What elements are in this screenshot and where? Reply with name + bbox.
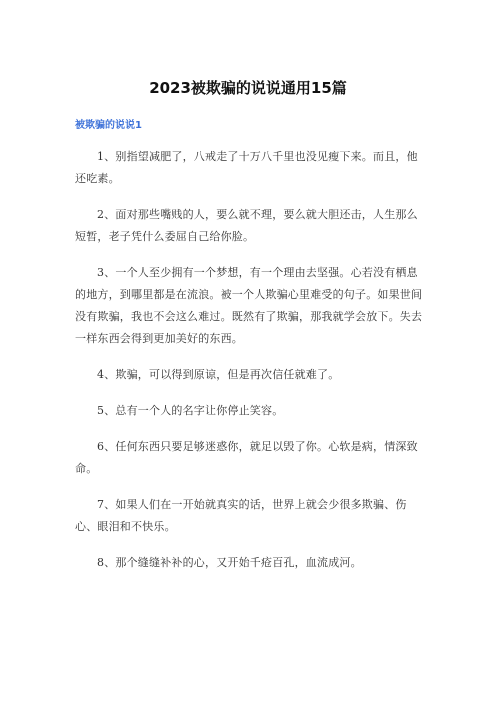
paragraph-6: 6、任何东西只要足够迷惑你，就足以毁了你。心软是病，情深致命。 [75, 440, 418, 475]
section-heading: 被欺骗的说说1 [75, 120, 142, 131]
paragraph-4: 4、欺骗，可以得到原谅，但是再次信任就难了。 [97, 368, 340, 381]
paragraph-5: 5、总有一个人的名字让你停止笑容。 [97, 404, 284, 417]
paragraph-7: 7、如果人们在一开始就真实的话，世界上就会少很多欺骗、伤心、眼泪和不快乐。 [75, 498, 407, 533]
paragraph-2: 2、面对那些嘴贱的人，要么就不理，要么就大胆还击，人生那么短暂，老子凭什么委屈自己给你脸。 [75, 208, 418, 243]
document-body [75, 146, 427, 588]
paragraph-8: 8、那个缝缝补补的心，又开始千疮百孔，血流成河。 [97, 556, 362, 569]
paragraph-3: 3、一个人至少拥有一个梦想，有一个理由去坚强。心若没有栖息的地方，到哪里都是在流浪。被一个人欺骗心里难受的句子。如果世间没有欺骗，我也不会这么难过。既然有了欺骗，那我就学会放下。失去一样东西会得到更加美好的东西。 [75, 266, 423, 345]
document-title: 2023被欺骗的说说通用15篇 [149, 79, 347, 97]
paragraph-1: 1、别指望减肥了，八戒走了十万八千里也没见瘦下来。而且，他还吃素。 [75, 150, 418, 185]
